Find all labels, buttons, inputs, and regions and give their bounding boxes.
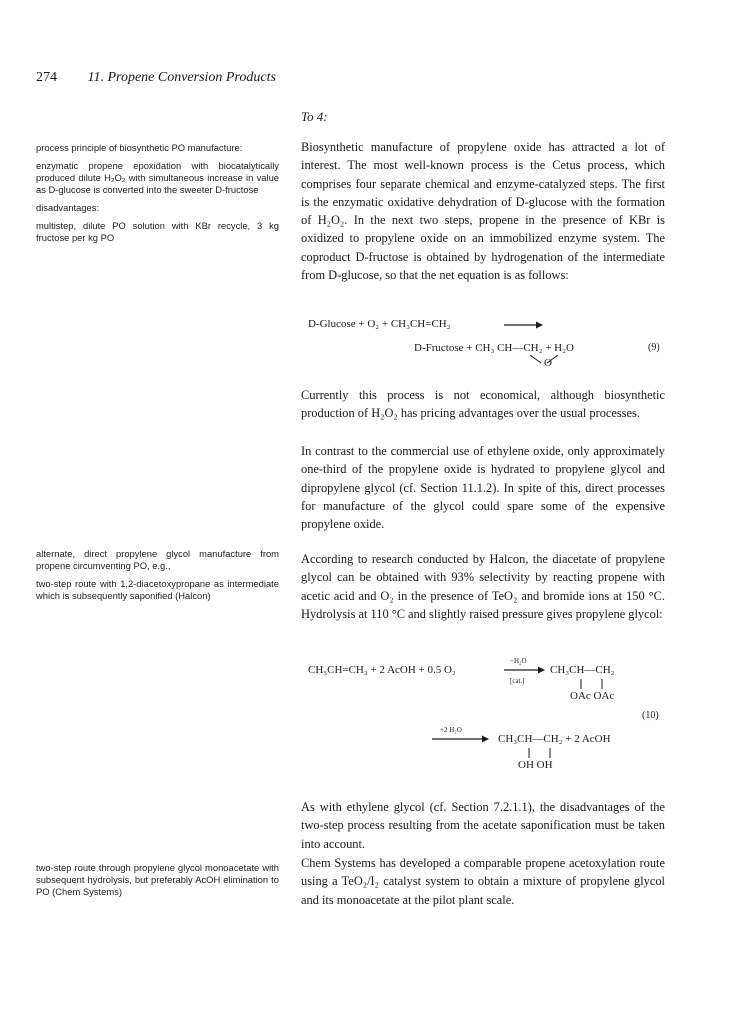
- paragraph-6: [301, 854, 665, 915]
- margin-note-line: process principle of biosynthetic PO manufacture:: [36, 142, 243, 153]
- epoxide-oxygen: O: [544, 357, 552, 369]
- arrow-2-condition: +2 H₂O: [440, 726, 462, 734]
- margin-note-1: [36, 142, 279, 250]
- bond-lines-icon: [508, 747, 568, 759]
- paragraph-text: According to research conducted by Halcon, the diacetate of propylene glycol can be obtained with 93% selectivity by reacting propene with acetic acid and O₂ in the presence of TeO₂ and bromide ions at 150 °C. Hydrolysis at 110 °C and slightly raised pressure gives propylene glycol:: [301, 552, 665, 621]
- margin-note-3: [36, 862, 279, 904]
- paragraph-4: [301, 550, 665, 629]
- margin-note-line: alternate, direct propylene glycol manufacture from propene circumventing PO, e.g.,: [36, 548, 279, 571]
- paragraph-text: Biosynthetic manufacture of propylene oxide has attracted a lot of interest. The most well-known process is the Cetus process, which comprises four separate chemical and enzyme-catalyzed steps. The first is the enzymatic oxidative dehydration of D-glucose with the formation of H₂O₂. In the next two steps, propene in the presence of KBr is oxidized to propylene oxide on an immobilized enzyme system. The coproduct D-fructose is obtained by hydrogenation of the intermediate from D-glucose, so that the net equation is as follows:: [301, 140, 665, 283]
- chapter-title: 11. Propene Conversion Products: [87, 70, 276, 85]
- arrow-1-catalyst: [cat.]: [510, 677, 525, 685]
- paragraph-1: [301, 138, 665, 290]
- diacetate-product: CH₃CH—CH₂: [550, 664, 615, 676]
- paragraph-2: [301, 386, 665, 429]
- margin-note-line: two-step route through propylene glycol monoacetate with subsequent hydrolysis, but preferably AcOH elimination to PO (Chem Systems): [36, 862, 279, 897]
- diacetate-groups: OAc OAc: [570, 690, 615, 702]
- arrow-1-condition: −H₂O: [510, 657, 527, 665]
- equation-9-water: + H₂O: [545, 342, 574, 354]
- paragraph-text: As with ethylene glycol (cf. Section 7.2.1.1), the disadvantages of the two-step process resulting from the acetate saponification must be taken into account.: [301, 800, 665, 851]
- bond-lines-icon: [560, 678, 620, 690]
- reaction-arrow-icon: [502, 318, 544, 332]
- glycol-groups: OH OH: [518, 759, 553, 771]
- reaction-arrow-icon: [430, 733, 490, 745]
- equation-9-products: D-Fructose + CH₃: [414, 342, 495, 354]
- equation-10-lhs: CH₃CH=CH₂ + 2 AcOH + 0.5 O₂: [308, 664, 456, 676]
- paragraph-text: Chem Systems has developed a comparable propene acetoxylation route using a TeO₂/I₂ catalyst system to obtain a mixture of propylene glycol and its monoacetate at the pilot plant scale.: [301, 856, 665, 907]
- margin-note-line: multistep, dilute PO solution with KBr recycle, 3 kg fructose per kg PO: [36, 220, 279, 243]
- margin-note-line: disadvantages:: [36, 202, 100, 213]
- equation-10-number: (10): [642, 710, 659, 721]
- page-header: [36, 70, 676, 86]
- equation-9-number: (9): [648, 342, 660, 353]
- equation-9-lhs: [308, 318, 451, 330]
- reaction-arrow-icon: [502, 664, 546, 676]
- equation-9-reactants: D-Glucose + O₂ + CH₃CH=CH₂: [308, 318, 451, 330]
- margin-note-line: two-step route with 1,2-diacetoxypropane as intermediate which is subsequently saponified (Halcon): [36, 578, 279, 601]
- glycol-product: CH₃CH—CH₂ + 2 AcOH: [498, 733, 611, 745]
- section-label: To 4:: [301, 109, 328, 124]
- page-number: 274: [36, 70, 57, 85]
- margin-note-line: enzymatic propene epoxidation with biocatalytically produced dilute H₂O₂ with simultaneous increase in value as D-glucose is converted into the sweeter D-fructose: [36, 160, 279, 195]
- paragraph-3: [301, 442, 665, 539]
- paragraph-text: In contrast to the commercial use of ethylene oxide, only approximately one-third of the propylene oxide is hydrated to propylene glycol and dipropylene glycol (cf. Section 11.1.2). In spite of this, direct processes for manufacture of the glycol could spare some of the expensive propylene oxide.: [301, 444, 665, 532]
- epoxide-ring: CH—CH₂: [497, 342, 543, 354]
- paragraph-5: [301, 798, 665, 859]
- paragraph-text: Currently this process is not economical, although biosynthetic production of H₂O₂ has pricing advantages over the usual processes.: [301, 388, 665, 421]
- margin-note-2: [36, 548, 279, 608]
